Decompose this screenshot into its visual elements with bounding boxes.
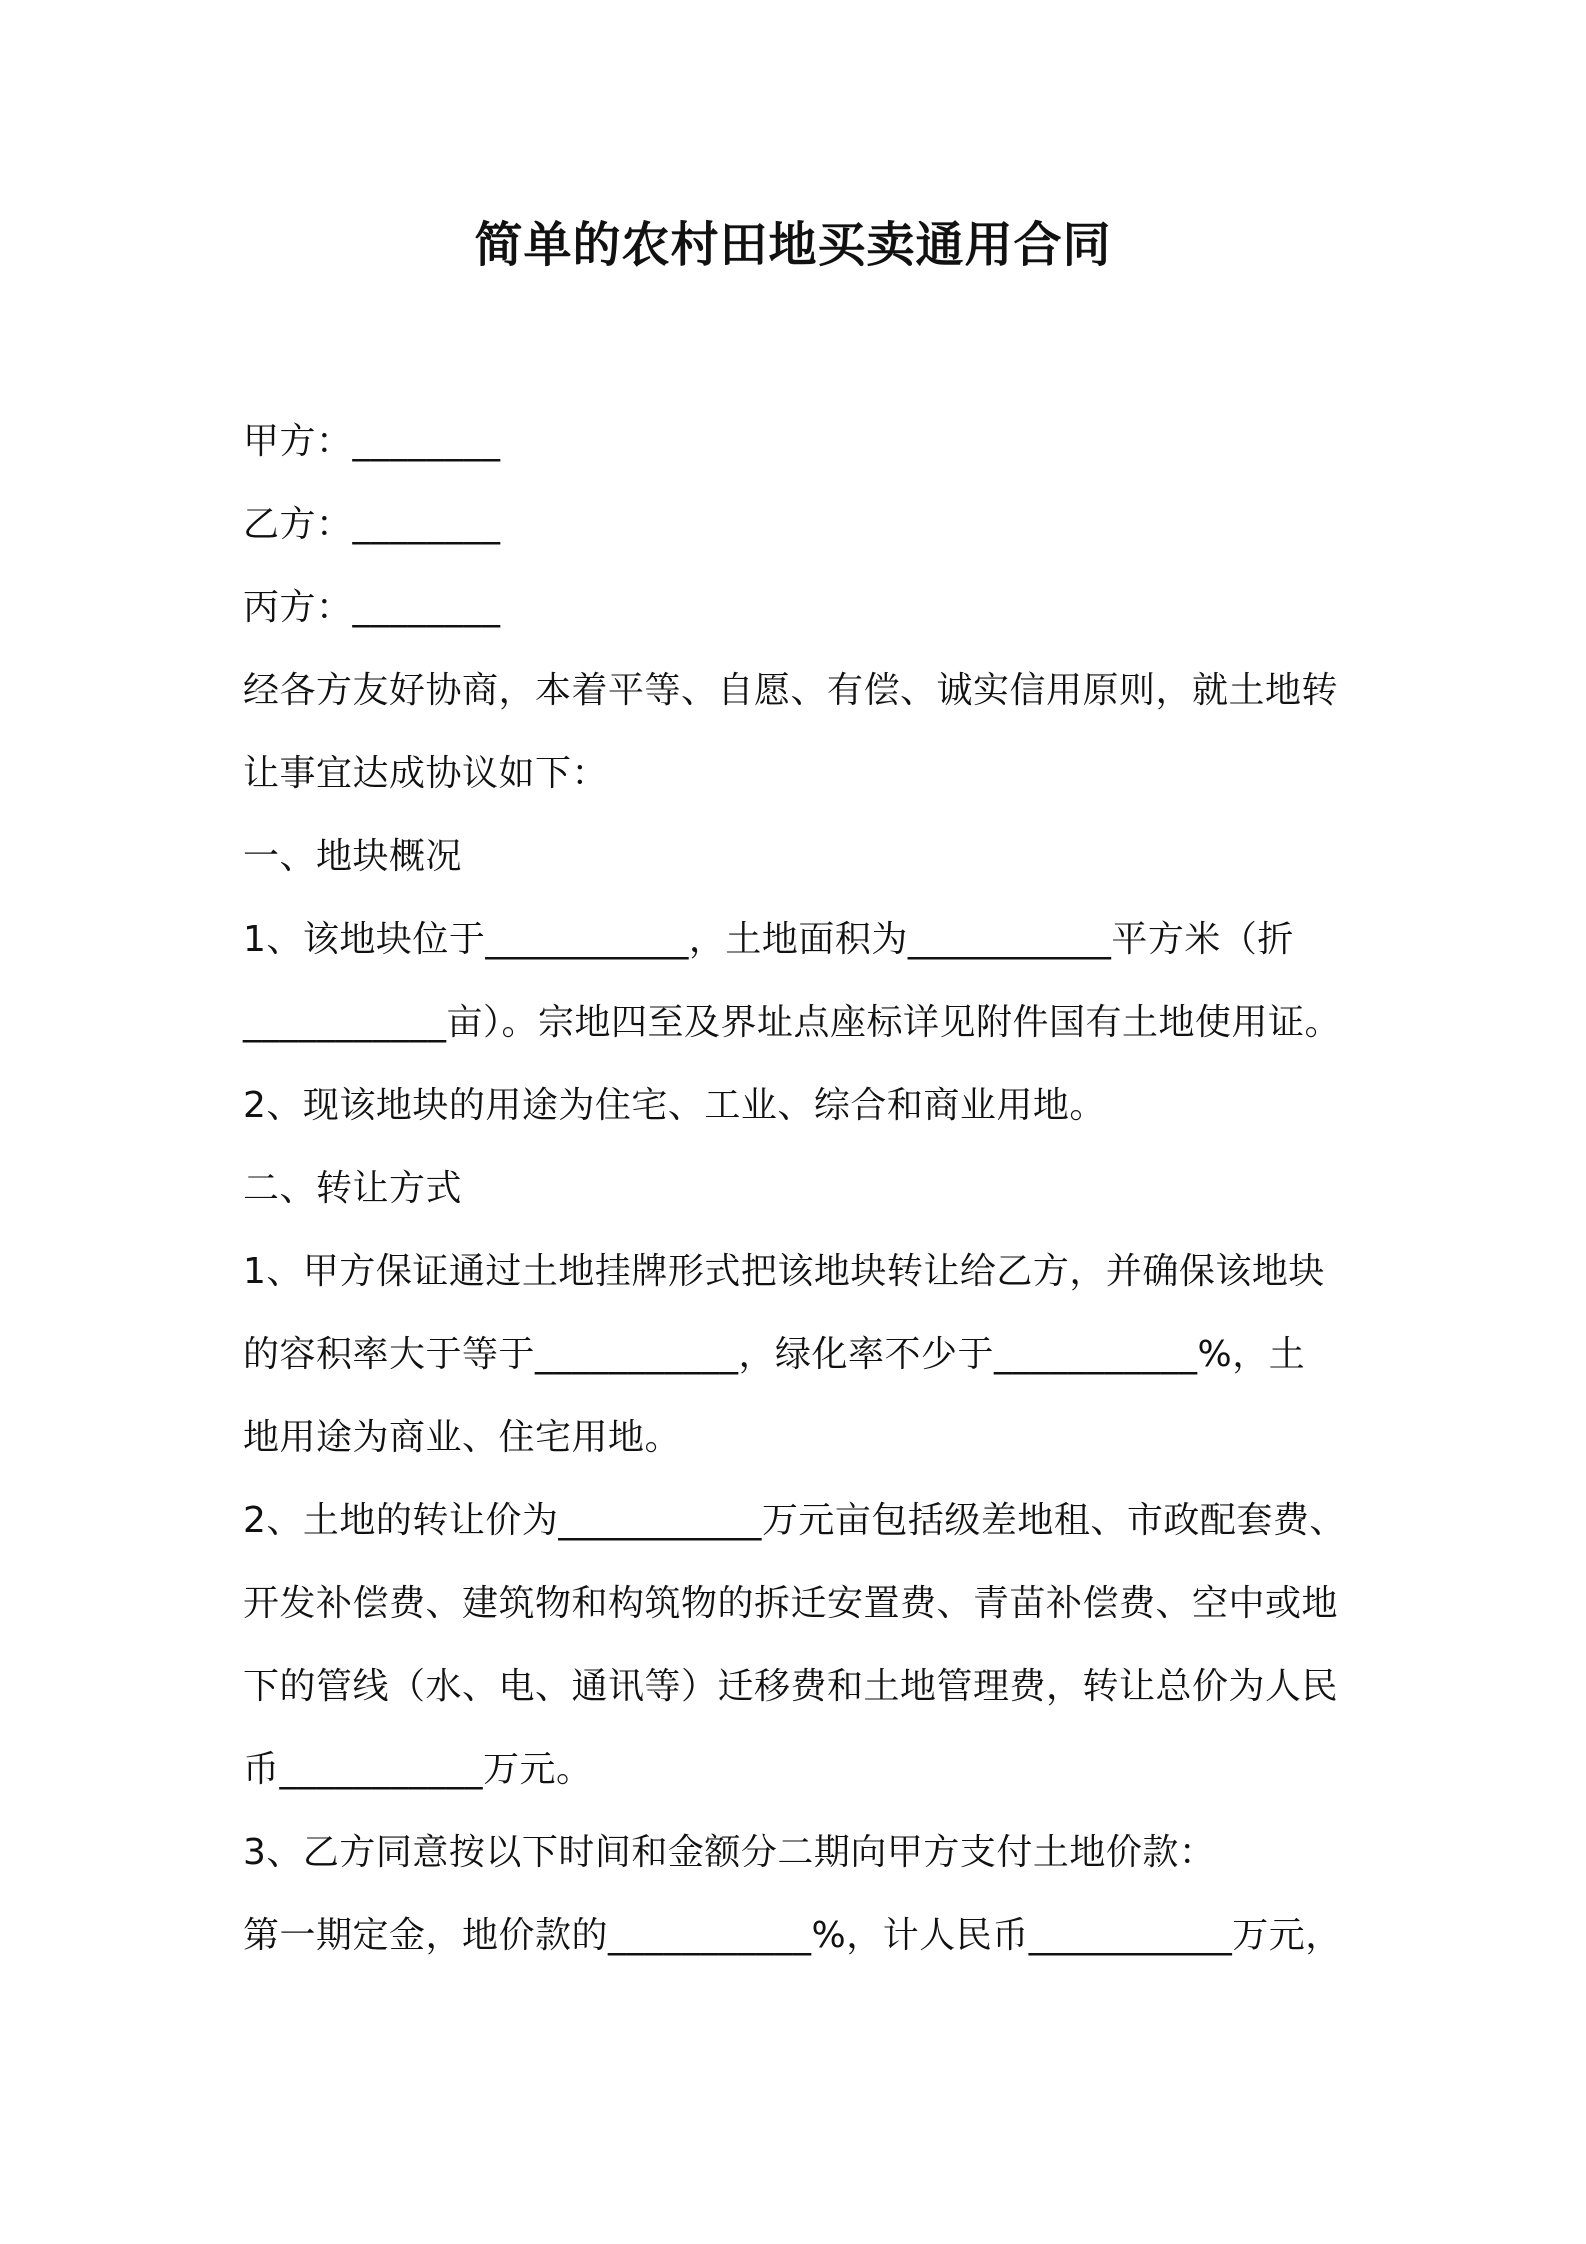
preamble-line: 让事宜达成协议如下： [243, 753, 609, 794]
clause-line: 1、甲方保证通过土地挂牌形式把该地块转让给乙方，并确保该地块 [243, 1251, 1325, 1292]
clause-line: 第一期定金，地价款的___________%，计人民币___________万元， [243, 1915, 1342, 1956]
clause-line: 地用途为商业、住宅用地。 [243, 1417, 682, 1458]
clause-line: 币___________万元。 [243, 1749, 593, 1790]
clause-line: ___________亩）。宗地四至及界址点座标详见附件国有土地使用证。 [243, 1002, 1342, 1043]
party-a-line: 甲方：________ [243, 421, 501, 462]
clause-line: 3、乙方同意按以下时间和金额分二期向甲方支付土地价款： [243, 1832, 1216, 1873]
document-title: 简单的农村田地买卖通用合同 [474, 217, 1112, 273]
section-heading: 一、地块概况 [243, 836, 463, 877]
clause-line: 2、土地的转让价为___________万元亩包括级差地租、市政配套费、 [243, 1500, 1346, 1541]
clause-line: 2、现该地块的用途为住宅、工业、综合和商业用地。 [243, 1085, 1106, 1126]
clause-line: 的容积率大于等于___________，绿化率不少于___________%，土 [243, 1334, 1306, 1375]
party-c-line: 丙方：________ [243, 587, 501, 628]
party-b-line: 乙方：________ [243, 504, 501, 545]
clause-line: 下的管线（水、电、通讯等）迁移费和土地管理费，转让总价为人民 [243, 1666, 1339, 1707]
document-body [243, 400, 1363, 1977]
preamble-line: 经各方友好协商，本着平等、自愿、有偿、诚实信用原则，就土地转 [243, 670, 1339, 711]
clause-line: 1、该地块位于___________，土地面积为___________平方米（折 [243, 919, 1294, 960]
section-heading: 二、转让方式 [243, 1168, 463, 1209]
clause-line: 开发补偿费、建筑物和构筑物的拆迁安置费、青苗补偿费、空中或地 [243, 1583, 1339, 1624]
